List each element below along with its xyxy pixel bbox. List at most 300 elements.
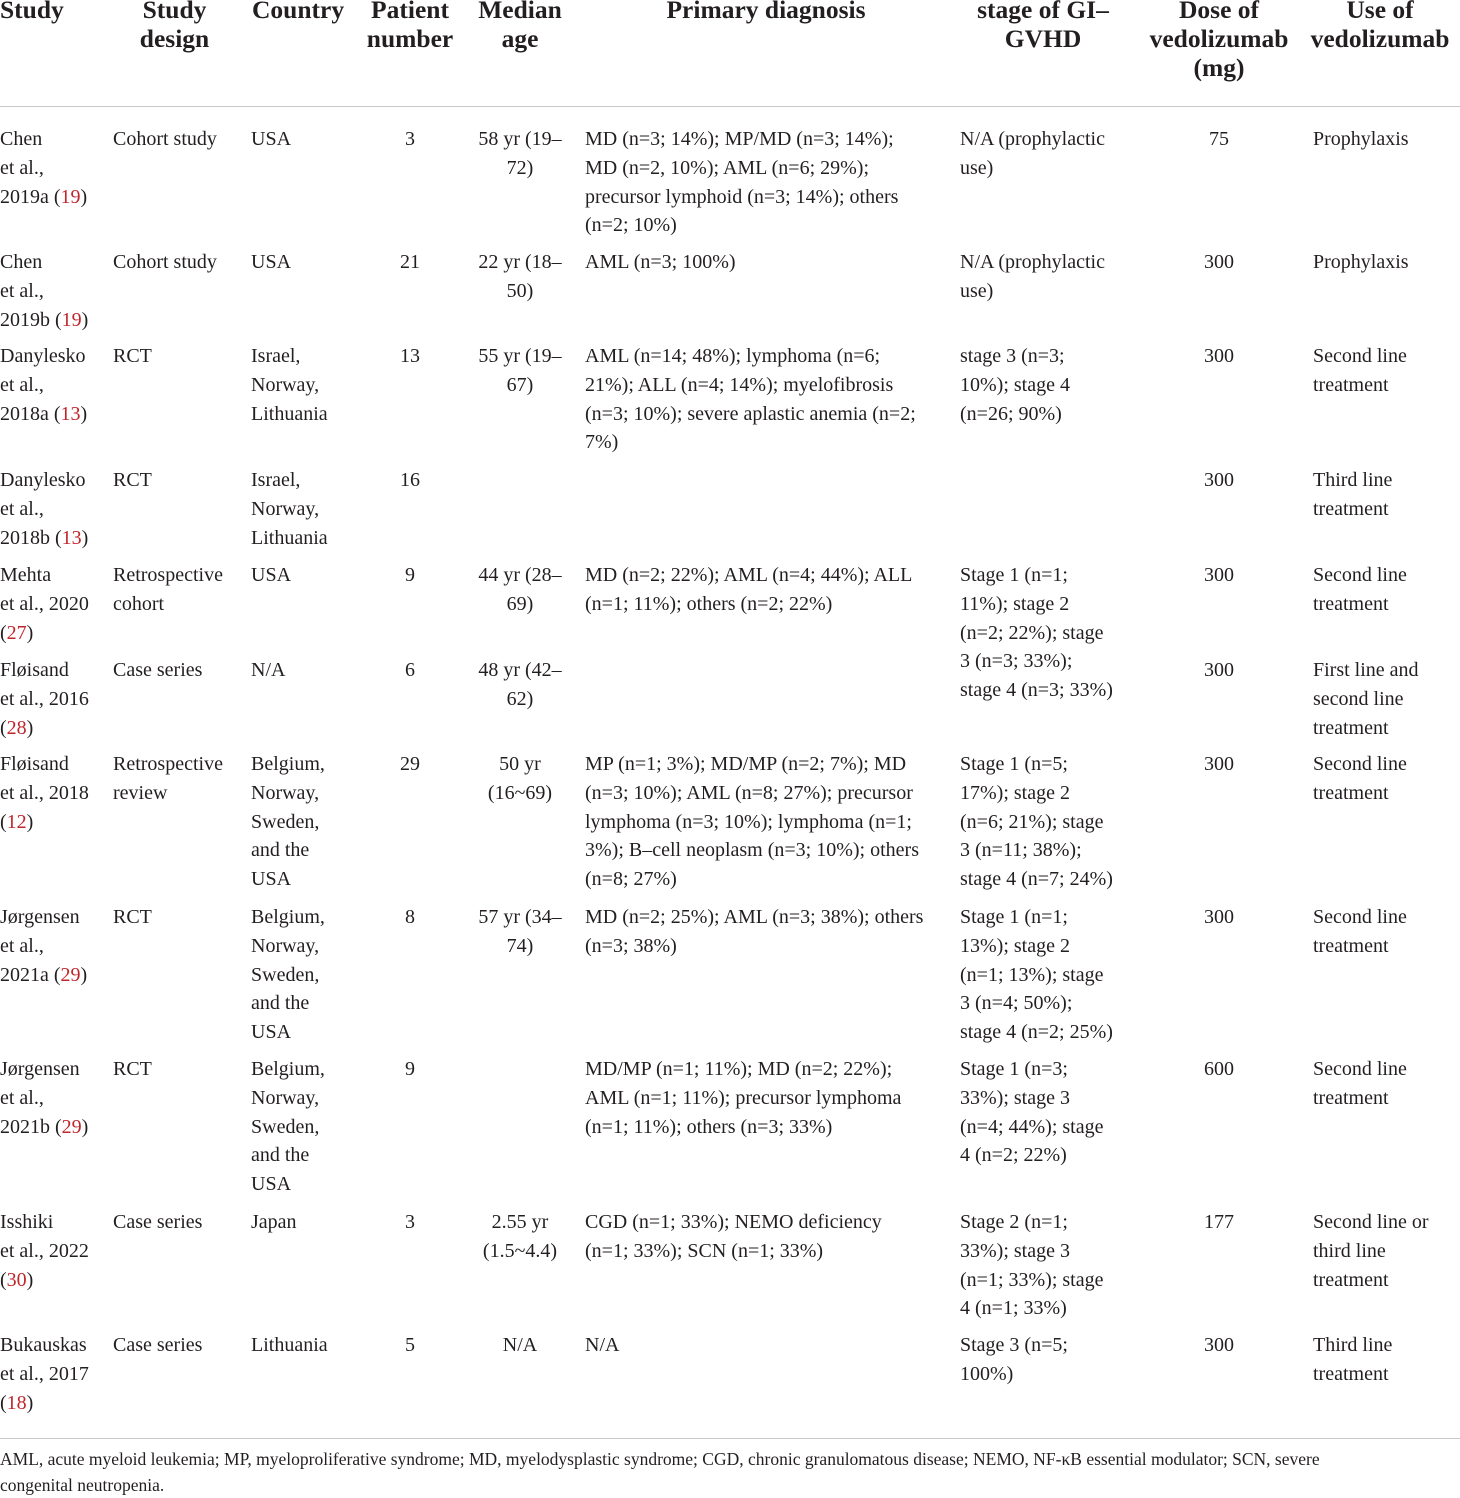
stage-cell-line: 3 (n=11; 38%); — [960, 839, 1082, 862]
age-cell-line: 69) — [506, 592, 534, 615]
patients-cell — [360, 125, 460, 154]
reference-link[interactable]: 13 — [60, 402, 81, 425]
use-cell-line: Second line — [1313, 564, 1407, 586]
country-cell — [251, 466, 356, 552]
design-cell — [113, 1331, 248, 1360]
column-header — [585, 0, 947, 24]
study-line: Jørgensen — [0, 906, 80, 928]
study-cell: Fløisand et al., 2016 (28) — [0, 659, 89, 739]
footnote-line: AML, acute myeloid leukemia; MP, myeloproliferative syndrome; MD, myelodysplastic syndrome; CGD, chronic granulomatous disease; NEMO, NF-κB essential modulator; SCN, severe — [0, 1449, 1320, 1469]
design-cell — [113, 342, 248, 371]
country-cell-line: Lithuania — [251, 526, 328, 549]
use-cell-line: Third line — [1313, 1334, 1393, 1356]
stage-cell-line: Stage 2 (n=1; — [960, 1211, 1068, 1233]
design-cell-line: cohort — [113, 592, 165, 615]
country-cell-line: and the — [251, 1144, 310, 1167]
stage-cell-line: 11%); stage 2 — [960, 592, 1070, 615]
design-cell — [113, 125, 248, 154]
country-cell-line: and the — [251, 992, 310, 1015]
age-cell — [468, 342, 572, 400]
country-cell-line: USA — [251, 564, 292, 586]
dose-cell — [1144, 248, 1294, 277]
country-cell — [251, 903, 356, 1047]
study-line: et al., — [0, 373, 44, 396]
age-cell-line: 74) — [506, 934, 534, 957]
stage-cell — [960, 125, 1140, 183]
patients-cell-line: 9 — [405, 1058, 415, 1080]
diagnosis-cell-line: precursor lymphoid (n=3; 14%); others — [585, 185, 899, 208]
dose-cell-line: 300 — [1204, 469, 1234, 491]
study-line: 2018b ( — [0, 526, 62, 549]
stage-cell-line: (n=6; 21%); stage — [960, 810, 1104, 833]
country-cell-line: and the — [251, 839, 310, 862]
use-cell — [1313, 561, 1460, 619]
use-cell — [1313, 1055, 1460, 1113]
country-cell — [251, 1208, 356, 1237]
age-cell-line: 50) — [506, 279, 534, 302]
diagnosis-cell-line: 7%) — [585, 431, 619, 454]
study-line: et al., — [0, 497, 44, 520]
patients-cell-line: 13 — [400, 345, 420, 367]
design-cell-line: Retrospective — [113, 564, 223, 586]
patients-cell-line: 21 — [400, 251, 420, 273]
column-header — [1144, 0, 1294, 82]
study-line: et al., — [0, 156, 44, 179]
stage-cell — [960, 903, 1140, 1047]
age-cell-line: 55 yr (19– — [478, 345, 562, 367]
age-cell-line: 72) — [506, 156, 534, 179]
use-cell-line: Prophylaxis — [1313, 251, 1409, 273]
age-cell — [468, 125, 572, 183]
patients-cell — [360, 1055, 460, 1084]
reference-link[interactable]: 13 — [61, 526, 82, 549]
country-cell-line: Norway, — [251, 373, 320, 396]
stage-cell-line: 17%); stage 2 — [960, 781, 1070, 804]
dose-cell-line: 177 — [1204, 1211, 1234, 1233]
dose-cell-line: 300 — [1204, 659, 1234, 681]
use-cell — [1313, 656, 1460, 742]
column-header-line: (mg) — [1193, 53, 1245, 82]
study-line: Isshiki — [0, 1211, 54, 1233]
diagnosis-cell — [585, 1331, 955, 1360]
use-cell-line: Second line — [1313, 345, 1407, 367]
study-line: ( — [0, 1268, 7, 1291]
use-cell-line: treatment — [1313, 1086, 1389, 1109]
table-footnote — [0, 1446, 1460, 1498]
column-header-line: Primary diagnosis — [666, 0, 866, 24]
column-header-line: stage of GI– — [977, 0, 1109, 24]
country-cell — [251, 1055, 356, 1199]
dose-cell — [1144, 561, 1294, 590]
stage-cell-line: 3 (n=3; 33%); — [960, 650, 1073, 673]
design-cell-line: Case series — [113, 1334, 203, 1356]
column-header-line: Study — [142, 0, 207, 24]
use-cell — [1313, 248, 1460, 277]
age-cell — [468, 750, 572, 808]
stage-cell-line: N/A (prophylactic — [960, 251, 1105, 273]
age-cell-line: 67) — [506, 373, 534, 396]
diagnosis-cell-line: (n=1; 33%); SCN (n=1; 33%) — [585, 1239, 824, 1262]
patients-cell — [360, 342, 460, 371]
diagnosis-cell-line: N/A — [585, 1334, 620, 1356]
column-header-line: age — [501, 24, 539, 53]
design-cell — [113, 561, 248, 619]
diagnosis-cell-line: CGD (n=1; 33%); NEMO deficiency — [585, 1211, 882, 1233]
country-cell — [251, 125, 356, 154]
design-cell — [113, 466, 248, 495]
dose-cell-line: 300 — [1204, 1334, 1234, 1356]
column-header-line: vedolizumab — [1149, 24, 1289, 53]
stage-cell-line: Stage 1 (n=1; — [960, 564, 1068, 586]
age-cell-line: (16~69) — [487, 781, 553, 804]
study-line: et al., — [0, 279, 44, 302]
dose-cell — [1144, 656, 1294, 685]
age-cell-line: 58 yr (19– — [478, 128, 562, 150]
diagnosis-cell — [585, 125, 955, 240]
dose-cell-line: 300 — [1204, 345, 1234, 367]
stage-cell-line: 4 (n=2; 22%) — [960, 1144, 1067, 1167]
use-cell-line: Second line — [1313, 1058, 1407, 1080]
diagnosis-cell-line: 21%); ALL (n=4; 14%); myelofibrosis — [585, 373, 894, 396]
diagnosis-cell — [585, 1055, 955, 1141]
use-cell — [1313, 342, 1460, 400]
age-cell-line: 44 yr (28– — [478, 564, 562, 586]
study-line: et al., 2020 — [0, 592, 89, 615]
column-header — [252, 0, 352, 24]
country-cell — [251, 750, 356, 894]
study-line: 2019a ( — [0, 185, 61, 208]
patients-cell-line: 16 — [400, 469, 420, 491]
age-cell-line: (1.5~4.4) — [482, 1239, 558, 1262]
diagnosis-cell-line: lymphoma (n=3; 10%); lymphoma (n=1; — [585, 810, 912, 833]
stage-cell — [960, 1055, 1140, 1170]
dose-cell — [1144, 903, 1294, 932]
diagnosis-cell-line: (n=1; 11%); others (n=2; 22%) — [585, 592, 833, 615]
patients-cell-line: 3 — [405, 128, 415, 150]
reference-link[interactable]: 28 — [6, 716, 27, 739]
patients-cell-line: 8 — [405, 906, 415, 928]
study-line: ( — [0, 1391, 7, 1414]
design-cell-line: RCT — [113, 906, 152, 928]
study-cell: Jørgensen et al., 2021a (29) — [0, 906, 88, 986]
diagnosis-cell-line: 3%); B–cell neoplasm (n=3; 10%); others — [585, 839, 919, 862]
diagnosis-cell — [585, 248, 955, 277]
study-line: et al., 2018 — [0, 781, 89, 804]
study-line: 2021b ( — [0, 1115, 62, 1138]
design-cell — [113, 248, 248, 277]
diagnosis-cell-line: MD (n=2, 10%); AML (n=6; 29%); — [585, 156, 870, 179]
design-cell-line: RCT — [113, 345, 152, 367]
country-cell-line: Belgium, — [251, 906, 325, 928]
footnote-line: congenital neutropenia. — [0, 1475, 165, 1495]
study-cell: Mehta et al., 2020 (27) — [0, 564, 89, 644]
diagnosis-cell — [585, 750, 955, 894]
stage-cell-line: stage 4 (n=2; 25%) — [960, 1021, 1113, 1044]
use-cell — [1313, 1208, 1460, 1294]
country-cell-line: USA — [251, 1021, 292, 1044]
design-cell — [113, 903, 248, 932]
age-cell-line: N/A — [502, 1334, 538, 1356]
dose-cell-line: 300 — [1204, 564, 1234, 586]
dose-cell — [1144, 1331, 1294, 1360]
country-cell — [251, 248, 356, 277]
study-cell: Danylesko et al., 2018a (13) — [0, 345, 88, 425]
study-line: Chen — [0, 251, 43, 273]
study-cell: Danylesko et al., 2018b (13) — [0, 469, 89, 549]
column-header — [0, 0, 70, 24]
country-cell-line: Norway, — [251, 497, 320, 520]
study-line: 2021a ( — [0, 963, 61, 986]
age-cell-line: 48 yr (42– — [478, 659, 562, 681]
patients-cell — [360, 750, 460, 779]
use-cell-line: treatment — [1313, 934, 1389, 957]
use-cell-line: third line — [1313, 1239, 1386, 1262]
stage-cell-line: Stage 3 (n=5; — [960, 1334, 1068, 1356]
use-cell-line: treatment — [1313, 592, 1389, 615]
patients-cell — [360, 903, 460, 932]
study-line: Fløisand — [0, 753, 69, 775]
stage-cell-line: 33%); stage 3 — [960, 1086, 1070, 1109]
dose-cell-line: 300 — [1204, 753, 1234, 775]
column-header — [468, 0, 572, 53]
dose-cell-line: 600 — [1204, 1058, 1234, 1080]
stage-cell — [960, 750, 1140, 894]
use-cell — [1313, 1331, 1460, 1389]
stage-cell-line: 100%) — [960, 1362, 1014, 1385]
patients-cell — [360, 248, 460, 277]
study-line: et al., — [0, 1086, 44, 1109]
diagnosis-cell — [585, 1208, 955, 1266]
stage-cell-line: stage 4 (n=7; 24%) — [960, 868, 1113, 891]
diagnosis-cell-line: (n=3; 38%) — [585, 934, 677, 957]
country-cell-line: N/A — [251, 659, 286, 681]
study-line: Chen — [0, 128, 43, 150]
design-cell-line: Case series — [113, 659, 203, 681]
study-line: ( — [0, 621, 7, 644]
country-cell-line: Sweden, — [251, 810, 320, 833]
use-cell-line: Second line — [1313, 753, 1407, 775]
dose-cell-line: 300 — [1204, 251, 1234, 273]
stage-cell-line: Stage 1 (n=1; — [960, 906, 1068, 928]
country-cell-line: Sweden, — [251, 1115, 320, 1138]
use-cell — [1313, 466, 1460, 524]
country-cell-line: USA — [251, 128, 292, 150]
diagnosis-cell-line: (n=8; 27%) — [585, 868, 677, 891]
age-cell-line: 2.55 yr — [491, 1211, 549, 1233]
age-cell — [468, 1208, 572, 1266]
patients-cell-line: 9 — [405, 564, 415, 586]
stage-cell — [960, 561, 1140, 705]
design-cell-line: Case series — [113, 1211, 203, 1233]
use-cell-line: treatment — [1313, 716, 1389, 739]
use-cell — [1313, 903, 1460, 961]
study-line: Jørgensen — [0, 1058, 80, 1080]
diagnosis-cell-line: AML (n=14; 48%); lymphoma (n=6; — [585, 345, 881, 367]
age-cell — [468, 656, 572, 714]
patients-cell-line: 5 — [405, 1334, 415, 1356]
reference-link[interactable]: 29 — [60, 963, 81, 986]
stage-cell-line: use) — [960, 156, 994, 179]
patients-cell — [360, 466, 460, 495]
stage-cell — [960, 1331, 1140, 1389]
design-cell-line: Cohort study — [113, 251, 217, 273]
study-line: Fløisand — [0, 659, 69, 681]
age-cell-line: 57 yr (34– — [478, 906, 562, 928]
study-line: Mehta — [0, 564, 52, 586]
diagnosis-cell-line: AML (n=3; 100%) — [585, 251, 736, 273]
dose-cell — [1144, 125, 1294, 154]
reference-link[interactable]: 29 — [61, 1115, 82, 1138]
diagnosis-cell-line: (n=2; 10%) — [585, 214, 677, 237]
column-header — [360, 0, 460, 53]
diagnosis-cell — [585, 903, 955, 961]
dose-cell-line: 75 — [1209, 128, 1229, 150]
country-cell — [251, 561, 356, 590]
study-line: et al., 2017 — [0, 1362, 89, 1385]
stage-cell-line: (n=1; 33%); stage — [960, 1268, 1104, 1291]
patients-cell — [360, 561, 460, 590]
dose-cell — [1144, 1055, 1294, 1084]
country-cell — [251, 342, 356, 428]
use-cell — [1313, 750, 1460, 808]
study-cell: Chen et al., 2019a (19) — [0, 128, 88, 208]
patients-cell — [360, 1208, 460, 1237]
diagnosis-cell-line: (n=3; 10%); severe aplastic anemia (n=2; — [585, 402, 916, 425]
stage-cell-line: Stage 1 (n=3; — [960, 1058, 1068, 1080]
country-cell-line: Lithuania — [251, 1334, 328, 1356]
design-cell-line: review — [113, 781, 168, 804]
column-header-line: Study — [0, 0, 64, 24]
stage-cell-line: (n=26; 90%) — [960, 402, 1062, 425]
column-header-line: Median — [478, 0, 562, 24]
reference-link[interactable]: 12 — [6, 810, 27, 833]
diagnosis-cell-line: MP (n=1; 3%); MD/MP (n=2; 7%); MD — [585, 753, 907, 775]
use-cell-line: treatment — [1313, 1362, 1389, 1385]
stage-cell-line: (n=2; 22%); stage — [960, 621, 1104, 644]
diagnosis-cell — [585, 561, 955, 619]
use-cell — [1313, 125, 1460, 154]
country-cell-line: Norway, — [251, 781, 320, 804]
use-cell-line: treatment — [1313, 1268, 1389, 1291]
use-cell-line: second line — [1313, 687, 1404, 710]
column-header — [112, 0, 237, 53]
country-cell — [251, 656, 356, 685]
age-cell — [468, 903, 572, 961]
study-line: 2019b ( — [0, 308, 62, 331]
column-header-line: Use of — [1346, 0, 1414, 24]
study-line: et al., — [0, 934, 44, 957]
column-header-line: Dose of — [1178, 0, 1260, 24]
diagnosis-cell-line: (n=1; 11%); others (n=3; 33%) — [585, 1115, 833, 1138]
use-cell-line: treatment — [1313, 497, 1389, 520]
column-header-line: GVHD — [1004, 24, 1082, 53]
stage-cell-line: stage 3 (n=3; — [960, 345, 1065, 367]
use-cell-line: First line and — [1313, 659, 1419, 681]
stage-cell-line: 13%); stage 2 — [960, 934, 1070, 957]
dose-cell — [1144, 1208, 1294, 1237]
table-header — [0, 0, 1460, 106]
stage-cell-line: 33%); stage 3 — [960, 1239, 1070, 1262]
stage-cell-line: (n=4; 44%); stage — [960, 1115, 1104, 1138]
use-cell-line: treatment — [1313, 781, 1389, 804]
country-cell — [251, 1331, 356, 1360]
age-cell — [468, 1331, 572, 1360]
column-header — [1300, 0, 1460, 53]
reference-link[interactable]: 19 — [60, 185, 81, 208]
country-cell-line: Belgium, — [251, 753, 325, 775]
diagnosis-cell-line: MD (n=2; 25%); AML (n=3; 38%); others — [585, 906, 924, 928]
study-cell: Jørgensen et al., 2021b (29) — [0, 1058, 89, 1138]
study-cell: Isshiki et al., 2022 (30) — [0, 1211, 89, 1291]
stage-cell-line: use) — [960, 279, 994, 302]
country-cell-line: USA — [251, 251, 292, 273]
design-cell — [113, 656, 248, 685]
dose-cell-line: 300 — [1204, 906, 1234, 928]
design-cell-line: RCT — [113, 469, 152, 491]
stage-cell — [960, 248, 1140, 306]
country-cell-line: Israel, — [251, 345, 301, 367]
stage-cell-line: (n=1; 13%); stage — [960, 963, 1104, 986]
age-cell-line: 50 yr — [499, 753, 541, 775]
design-cell-line: Retrospective — [113, 753, 223, 775]
use-cell-line: Prophylaxis — [1313, 128, 1409, 150]
diagnosis-cell-line: (n=3; 10%); AML (n=8; 27%); precursor — [585, 781, 913, 804]
country-cell-line: Japan — [251, 1211, 297, 1233]
patients-cell-line: 6 — [405, 659, 415, 681]
stage-cell-line: 3 (n=4; 50%); — [960, 992, 1073, 1015]
study-cell: Chen et al., 2019b (19) — [0, 251, 89, 331]
use-cell-line: Second line — [1313, 906, 1407, 928]
age-cell-line: 62) — [506, 687, 534, 710]
patients-cell — [360, 1331, 460, 1360]
dose-cell — [1144, 750, 1294, 779]
column-header-line: design — [139, 24, 210, 53]
study-line: Danylesko — [0, 469, 86, 491]
patients-cell-line: 29 — [400, 753, 420, 775]
country-cell-line: Norway, — [251, 1086, 320, 1109]
patients-cell-line: 3 — [405, 1211, 415, 1233]
header-rule — [0, 106, 1460, 107]
dose-cell — [1144, 342, 1294, 371]
country-cell-line: USA — [251, 868, 292, 891]
country-cell-line: Lithuania — [251, 402, 328, 425]
diagnosis-cell — [585, 342, 955, 457]
bottom-rule — [0, 1438, 1460, 1439]
reference-link[interactable]: 19 — [61, 308, 82, 331]
reference-link[interactable]: 18 — [6, 1391, 27, 1414]
stage-cell-line: N/A (prophylactic — [960, 128, 1105, 150]
use-cell-line: Second line or — [1313, 1211, 1429, 1233]
reference-link[interactable]: 30 — [6, 1268, 27, 1291]
design-cell — [113, 1055, 248, 1084]
dose-cell — [1144, 466, 1294, 495]
country-cell-line: USA — [251, 1173, 292, 1196]
design-cell-line: RCT — [113, 1058, 152, 1080]
use-cell-line: treatment — [1313, 373, 1389, 396]
use-cell-line: Third line — [1313, 469, 1393, 491]
study-line: ( — [0, 716, 7, 739]
patients-cell — [360, 656, 460, 685]
diagnosis-cell-line: MD (n=2; 22%); AML (n=4; 44%); ALL — [585, 564, 913, 586]
age-cell — [468, 561, 572, 619]
country-cell-line: Belgium, — [251, 1058, 325, 1080]
diagnosis-cell-line: MD (n=3; 14%); MP/MD (n=3; 14%); — [585, 128, 894, 150]
column-header-line: number — [366, 24, 454, 53]
study-line: ( — [0, 810, 7, 833]
study-line: Bukauskas — [0, 1334, 87, 1356]
study-cell: Bukauskas et al., 2017 (18) — [0, 1334, 89, 1414]
reference-link[interactable]: 27 — [6, 621, 27, 644]
